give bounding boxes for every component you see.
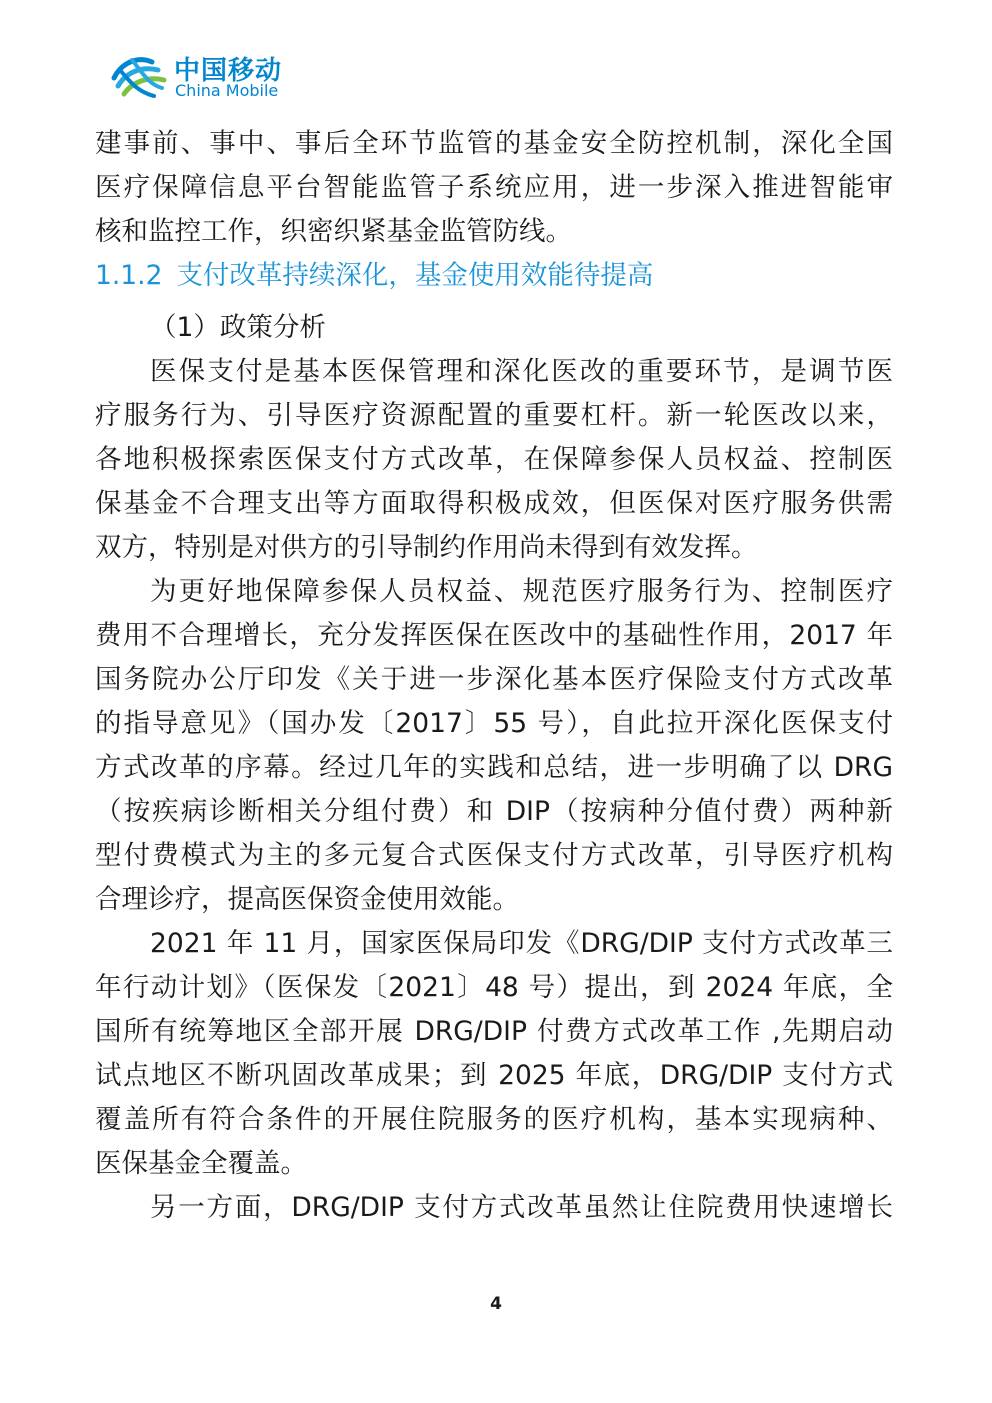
text-line: 试点地区不断巩固改革成果；到 2025 年底，DRG/DIP 支付方式 bbox=[95, 1060, 893, 1091]
text-line: 合理诊疗，提高医保资金使用效能。 bbox=[95, 884, 519, 915]
section-title: 支付改革持续深化，基金使用效能待提高 bbox=[176, 260, 654, 291]
page-number: 4 bbox=[490, 1294, 502, 1314]
text-line: 2021 年 11 月，国家医保局印发《DRG/DIP 支付方式改革三 bbox=[150, 928, 893, 959]
text-line: 各地积极探索医保支付方式改革，在保障参保人员权益、控制医 bbox=[95, 444, 893, 475]
text-line: 型付费模式为主的多元复合式医保支付方式改革，引导医疗机构 bbox=[95, 840, 893, 871]
text-line: 的指导意见》（国办发〔2017〕55 号），自此拉开深化医保支付 bbox=[95, 708, 893, 739]
text-line: 保基金不合理支出等方面取得积极成效，但医保对医疗服务供需 bbox=[95, 488, 893, 519]
logo-chinese-name: 中国移动 bbox=[174, 56, 283, 86]
text-line: （按疾病诊断相关分组付费）和 DIP（按病种分值付费）两种新 bbox=[95, 796, 893, 827]
text-line: 医保基金全覆盖。 bbox=[95, 1148, 307, 1179]
text-line: 医保支付是基本医保管理和深化医改的重要环节，是调节医 bbox=[150, 356, 893, 387]
text-line: 核和监控工作，织密织紧基金监管防线。 bbox=[95, 216, 572, 247]
text-line: 方式改革的序幕。经过几年的实践和总结，进一步明确了以 DRG bbox=[95, 752, 893, 783]
section-number: 1.1.2 bbox=[95, 260, 163, 291]
document-body bbox=[95, 122, 893, 1230]
text-line: 国务院办公厅印发《关于进一步深化基本医疗保险支付方式改革 bbox=[95, 664, 893, 695]
text-line: 费用不合理增长，充分发挥医保在医改中的基础性作用，2017 年 bbox=[95, 620, 893, 651]
text-line: 双方，特别是对供方的引导制约作用尚未得到有效发挥。 bbox=[95, 532, 758, 563]
logo-english-name: China Mobile bbox=[175, 81, 279, 100]
section-heading bbox=[95, 254, 893, 298]
text-line: 医疗保障信息平台智能监管子系统应用，进一步深入推进智能审 bbox=[95, 172, 893, 203]
text-line: 建事前、事中、事后全环节监管的基金安全防控机制，深化全国 bbox=[95, 128, 893, 159]
text-line: 国所有统筹地区全部开展 DRG/DIP 付费方式改革工作 ,先期启动 bbox=[95, 1016, 893, 1047]
text-line: 疗服务行为、引导医疗资源配置的重要杠杆。新一轮医改以来， bbox=[95, 400, 893, 431]
china-mobile-logo-icon bbox=[108, 48, 170, 104]
china-mobile-logo bbox=[108, 48, 308, 108]
subheading: （1）政策分析 bbox=[150, 312, 326, 343]
text-line: 覆盖所有符合条件的开展住院服务的医疗机构，基本实现病种、 bbox=[95, 1104, 893, 1135]
text-line: 另一方面，DRG/DIP 支付方式改革虽然让住院费用快速增长 bbox=[150, 1192, 893, 1223]
text-line: 为更好地保障参保人员权益、规范医疗服务行为、控制医疗 bbox=[150, 576, 893, 607]
text-line: 年行动计划》（医保发〔2021〕48 号）提出，到 2024 年底，全 bbox=[95, 972, 893, 1003]
